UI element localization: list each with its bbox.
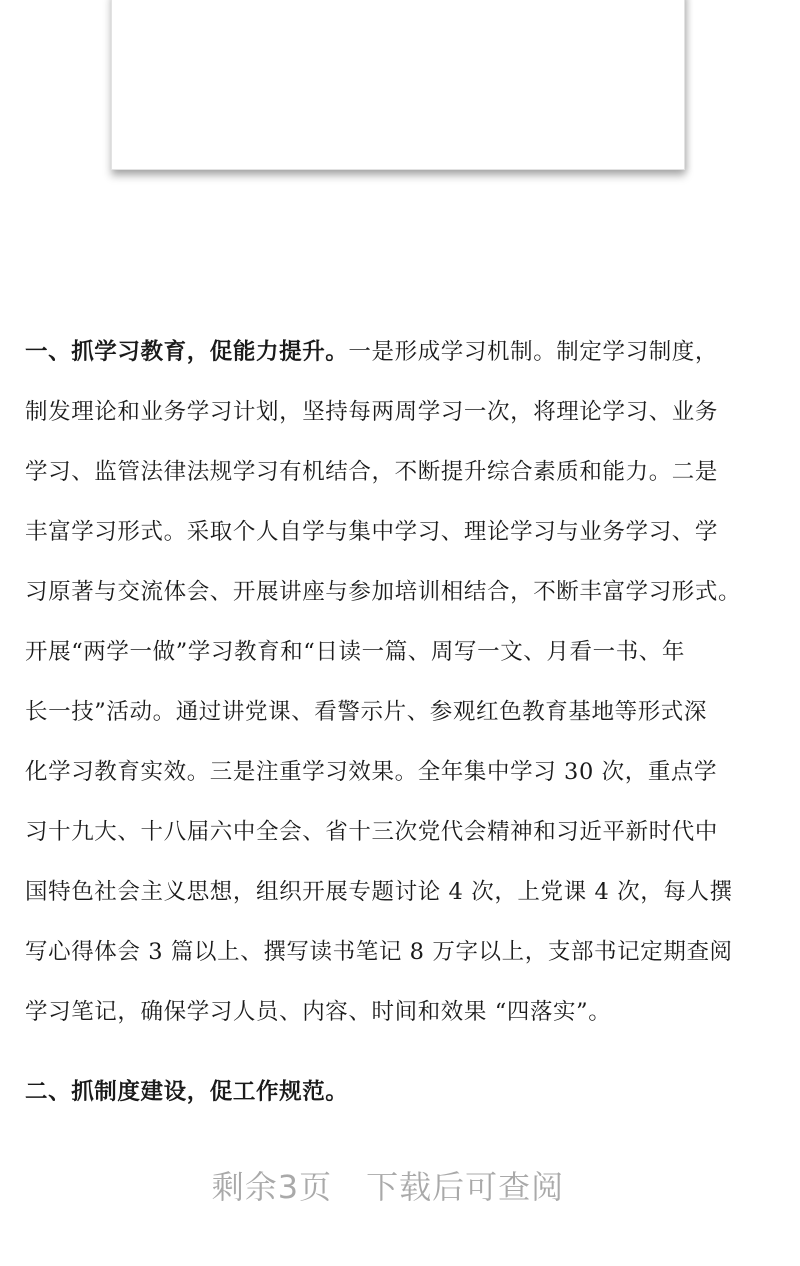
download-hint: 下载后可查阅 xyxy=(366,1168,565,1206)
paragraph-line: 长一技”活动。通过讲党课、看警示片、参观红色教育基地等形式深 xyxy=(25,699,708,725)
paragraph-line: 国特色社会主义思想，组织开展专题讨论 4 次，上党课 4 次，每人撰 xyxy=(25,879,733,905)
section-2-heading: 二、抓制度建设，促工作规范。 xyxy=(25,1079,349,1105)
paragraph-line: 习原著与交流体会、开展讲座与参加培训相结合，不断丰富学习形式。 xyxy=(25,579,742,605)
remaining-pages-count: 剩余3页 xyxy=(211,1168,333,1206)
paragraph-line: 制发理论和业务学习计划，坚持每两周学习一次，将理论学习、业务 xyxy=(25,399,719,425)
paragraph-line: 学习、监管法律法规学习有机结合，不断提升综合素质和能力。二是 xyxy=(25,459,719,485)
previous-page-card xyxy=(111,0,685,170)
paragraph-line xyxy=(25,322,800,382)
section-1-paragraph xyxy=(25,322,800,1042)
remaining-pages-notice[interactable] xyxy=(0,1162,776,1208)
paragraph-line: 丰富学习形式。采取个人自学与集中学习、理论学习与业务学习、学 xyxy=(25,519,719,545)
paragraph-line: 习十九大、十八届六中全会、省十三次党代会精神和习近平新时代中 xyxy=(25,819,719,845)
paragraph-line: 开展“两学一做”学习教育和“日读一篇、周写一文、月看一书、年 xyxy=(25,639,686,665)
paragraph-text: 一是形成学习机制。制定学习制度， xyxy=(348,339,719,365)
section-1-heading: 一、抓学习教育，促能力提升。 xyxy=(25,339,349,365)
paragraph-line: 化学习教育实效。三是注重学习效果。全年集中学习 30 次，重点学 xyxy=(25,759,718,785)
document-body xyxy=(25,322,800,1042)
paragraph-line: 写心得体会 3 篇以上、撰写读书笔记 8 万字以上，支部书记定期查阅 xyxy=(25,939,733,965)
paragraph-line: 学习笔记，确保学习人员、内容、时间和效果 “四落实”。 xyxy=(25,999,612,1025)
